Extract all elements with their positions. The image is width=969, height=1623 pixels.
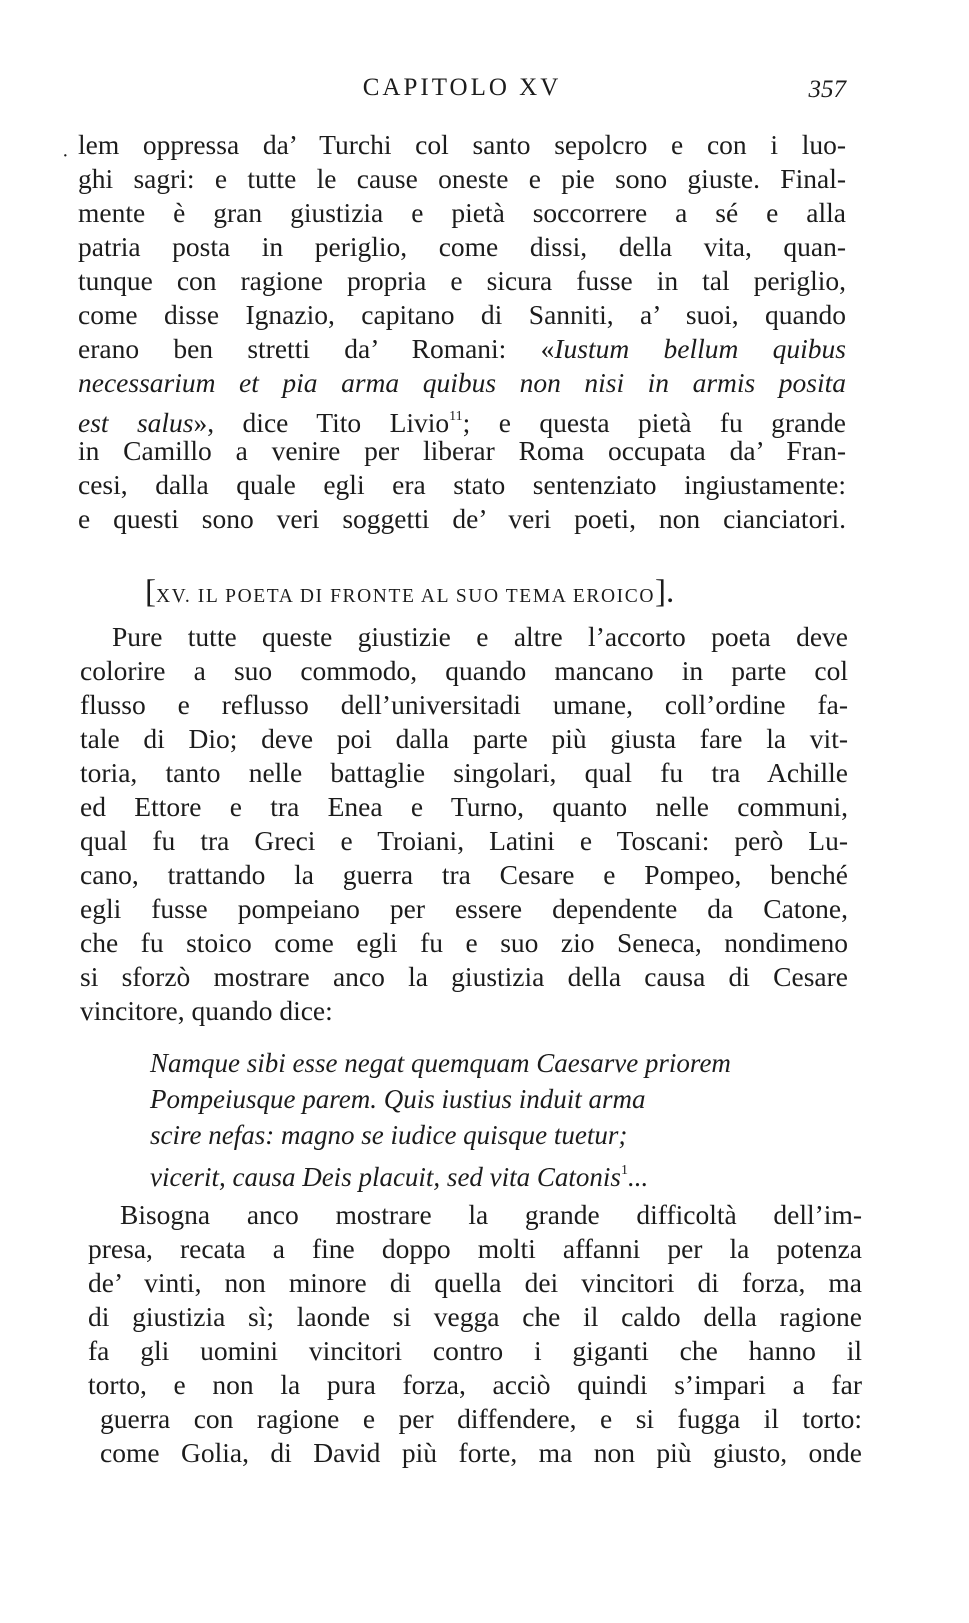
text-line <box>78 400 847 438</box>
text-line: qual fu tra Greci e Troiani, Latini e Toscani: però Lu- <box>80 825 848 856</box>
text-line: che fu stoico come egli fu e suo zio Seneca, nondimeno <box>80 927 848 958</box>
text-line: cano, trattando la guerra tra Cesare e Pompeo, benché <box>80 859 848 890</box>
verse-text: vicerit, causa Deis placuit, sed vita Catonis <box>150 1162 621 1192</box>
heading-bracket-open: [ <box>145 574 156 610</box>
text-line: de’ vinti, non minore di quella dei vincitori di forza, ma <box>88 1267 862 1298</box>
text-line: e questi sono veri soggetti de’ veri poeti, non cianciatori. <box>78 503 846 534</box>
margin-mark: · <box>62 145 69 167</box>
text-line: tale di Dio; deve poi dalla parte più giusta fare la vit- <box>80 723 848 754</box>
text-line: egli fusse pompeiano per essere dependente da Catone, <box>80 893 848 924</box>
text-line: toria, tanto nelle battaglie singolari, qual fu tra Achille <box>80 757 848 788</box>
text-line: patria posta in periglio, come dissi, della vita, quan- <box>78 231 846 262</box>
text-line: in Camillo a venire per liberar Roma occupata da’ Fran- <box>78 435 846 466</box>
heading-bracket-close: ]. <box>655 574 675 610</box>
text-line: si sforzò mostrare anco la giustizia della causa di Cesare <box>80 961 848 992</box>
text-line: torto, e non la pura forza, acciò quindi s’impari a far <box>88 1369 862 1400</box>
text-line: ghi sagri: e tutte le cause oneste e pie sono giuste. Final- <box>78 163 846 194</box>
text-line: ed Ettore e tra Enea e Turno, quanto nelle communi, <box>80 791 848 822</box>
verse-line <box>150 1154 649 1192</box>
text-line: fa gli uomini vincitori contro i giganti che hanno il <box>88 1335 862 1366</box>
ellipsis: ... <box>627 1162 649 1192</box>
footnote-ref: 11 <box>449 409 463 424</box>
page-number: 357 <box>808 76 846 103</box>
verse-line: scire nefas: magno se iudice quisque tuetur; <box>150 1120 628 1150</box>
text-line: vincitore, quando dice: <box>80 995 333 1026</box>
text-line: Pure tutte queste giustizie e altre l’accorto poeta deve <box>112 621 848 652</box>
text-line: lem oppressa da’ Turchi col santo sepolcro e con i luo- <box>78 129 846 160</box>
verse-line: Pompeiusque parem. Quis iustius induit arma <box>150 1084 646 1114</box>
page-header <box>78 72 846 112</box>
text-line: come disse Ignazio, capitano di Sanniti, a’ suoi, quando <box>78 299 846 330</box>
section-heading <box>145 574 674 615</box>
footnote-ref: 1 <box>620 1163 628 1178</box>
text-line: tunque con ragione propria e sicura fusse in tal periglio, <box>78 265 846 296</box>
text-line: mente è gran giustizia e pietà soccorrere a sé e alla <box>78 197 846 228</box>
text-line: Bisogna anco mostrare la grande difficoltà dell’im- <box>120 1199 862 1230</box>
latin-quote: est salus <box>78 407 194 438</box>
heading-text: XV. IL POETA DI FRONTE AL SUO TEMA EROICO <box>156 586 656 607</box>
text-line: flusso e reflusso dell’universitadi umane, coll’ordine fa- <box>80 689 848 720</box>
text-span: ; e questa pietà fu grande <box>462 407 847 438</box>
text-line: guerra con ragione e per diffendere, e si fugga il torto: <box>100 1403 862 1434</box>
text-line: necessarium et pia arma quibus non nisi in armis posita <box>78 367 846 398</box>
text-span: », dice Tito Livio <box>193 407 450 438</box>
verse-line: Namque sibi esse negat quemquam Caesarve priorem <box>150 1048 731 1078</box>
text-line: cesi, dalla quale egli era stato sentenziato ingiustamente: <box>78 469 846 500</box>
running-head: CAPITOLO XV <box>362 74 562 101</box>
text-line: colorire a suo commodo, quando mancano in parte col <box>80 655 848 686</box>
text-line: come Golia, di David più forte, ma non più giusto, onde <box>100 1437 862 1468</box>
latin-quote: Iustum bellum quibus <box>554 333 846 364</box>
text-span: erano ben stretti da’ Romani: « <box>78 333 555 364</box>
text-line: presa, recata a fine doppo molti affanni per la potenza <box>88 1233 862 1264</box>
text-line: di giustizia sì; laonde si vegga che il caldo della ragione <box>88 1301 862 1332</box>
text-line <box>78 332 846 366</box>
